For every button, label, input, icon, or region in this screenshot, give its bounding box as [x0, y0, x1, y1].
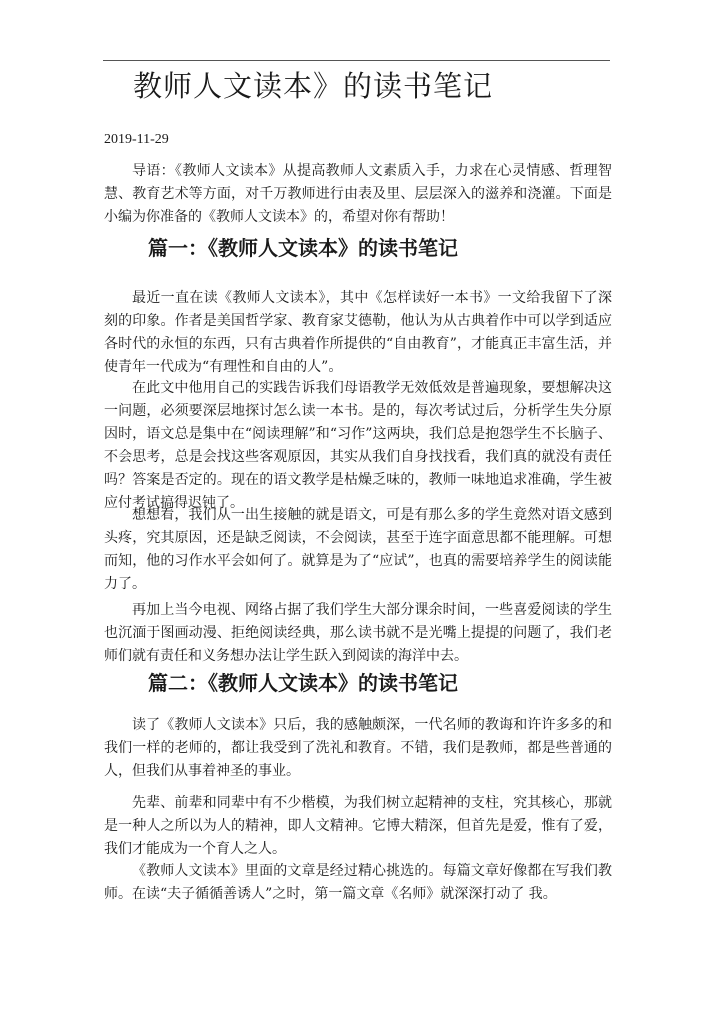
section-2-paragraph-3: 《教师人文读本》里面的文章是经过精心挑选的。每篇文章好像都在写我们教师。在读“夫子循循善诱人”之时，第一篇文章《名师》就深深打动了 我。	[104, 863, 612, 902]
section-1-paragraph-3: 想想看，我们从一出生接触的就是语文，可是有那么多的学生竟然对语文感到头疼，究其原因，还是缺乏阅读，不会阅读，甚至于连字面意思都不能理解。可想而知，他的习作水平会如何了。就算是为了“应试”，也真的需要培养学生的阅读能力了。	[104, 507, 612, 592]
intro-paragraph: 导语：《教师人文读本》从提高教师人文素质入手，力求在心灵情感、哲理智慧、教育艺术等方面，对千万教师进行由表及里、层层深入的滋养和浇灌。下面是小编为你准备的《教师人文读本》的，希望对你有帮助！	[104, 163, 612, 225]
section-1-paragraph-4: 再加上当今电视、网络占据了我们学生大部分课余时间，一些喜爱阅读的学生也沉湎于图画动漫、拒绝阅读经典，那么读书就不是光嘴上提提的问题了，我们老师们就有责任和义务想办法让学生跃入到阅读的海洋中去。	[104, 602, 612, 664]
header-rule	[103, 60, 610, 61]
section-1-paragraph-2: 在此文中他用自己的实践告诉我们母语教学无效低效是普遍现象，要想解决这一问题，必须要深层地探讨怎么读一本书。是的，每次考试过后，分析学生失分原因时，语文总是集中在“阅读理解”和“习作”这两块，我们总是抱怨学生不长脑子、不会思考，总是会找这些客观原因，其实从我们自身找找看，我们真的就没有责任吗？答案是否定的。现在的语文教学是枯燥乏味的，教师一味地追求准确，学生被应付考试搞得迟钝了。	[104, 380, 612, 511]
section-2-paragraph-1: 读了《教师人文读本》只后，我的感触颇深，一代名师的教诲和许许多多的和我们一样的老师的，都让我受到了洗礼和教育。不错，我们是教师，都是些普通的人，但我们从事着神圣的事业。	[104, 717, 612, 779]
section-heading-2: 篇二：《教师人文读本》的读书笔记	[148, 671, 458, 695]
section-heading-1: 篇一：《教师人文读本》的读书笔记	[148, 236, 458, 260]
section-1-paragraph-1: 最近一直在读《教师人文读本》，其中《怎样读好一本书》一文给我留下了深刻的印象。作者是美国哲学家、教育家艾德勒，他认为从古典着作中可以学到适应各时代的永恒的东西，只有古典着作所提供的“自由教育”，才能真正丰富生活，并使青年一代成为“有理性和自由的人”。	[104, 290, 612, 375]
document-title: 教师人文读本》的读书笔记	[133, 69, 494, 103]
document-date: 2019-11-29	[104, 132, 169, 147]
section-2-paragraph-2: 先辈、前辈和同辈中有不少楷模，为我们树立起精神的支柱，究其核心，那就是一种人之所以为人的精神，即人文精神。它博大精深，但首先是爱，惟有了爱，我们才能成为一个育人之人。	[104, 795, 612, 857]
